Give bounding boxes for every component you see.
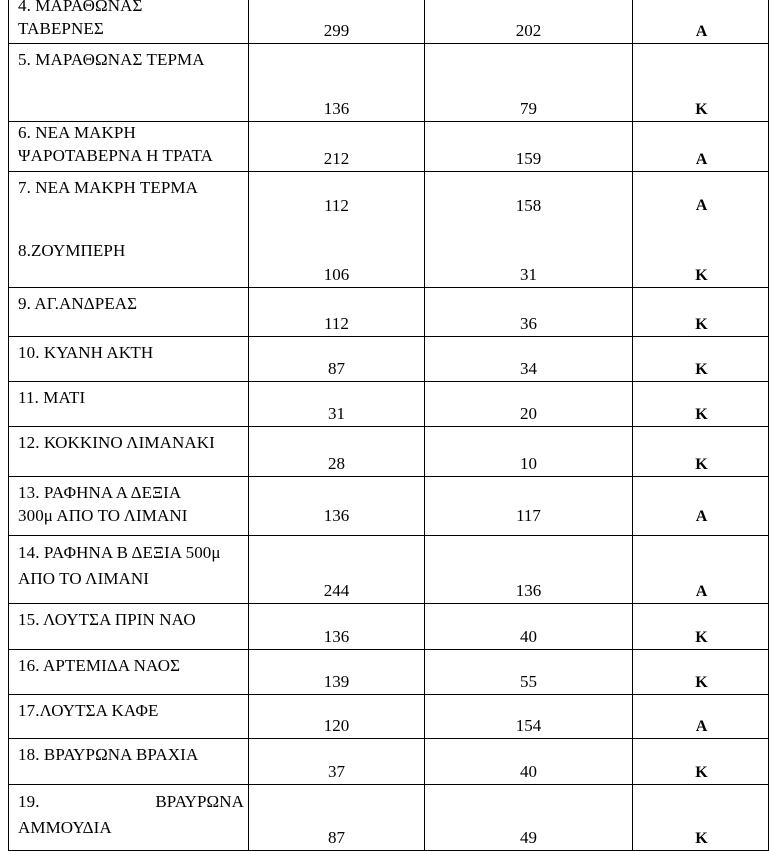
category: Κ [695,316,708,333]
value-1: 299 [323,21,350,40]
value-1: 139 [323,672,350,691]
value-2: 79 [520,99,537,118]
table-row [8,427,769,477]
table-row [8,604,769,650]
location-name: 13. ΡΑΦΗΝΑ Α ΔΕΞΙΑ 300μ ΑΠΟ ΤΟ ΛΙΜΑΝΙ [18,483,188,525]
table-row [8,288,769,337]
value-2: 20 [520,404,537,423]
category: Α [695,151,708,168]
value-1: 37 [328,762,345,781]
location-name: 8.ΖΟΥΜΠΕΡΗ [18,241,126,260]
value-2: 49 [520,828,537,847]
value-1: 212 [323,149,350,168]
value-2: 159 [515,149,542,168]
category: Α [695,508,708,525]
category: Κ [695,406,708,423]
category: Α [695,718,708,735]
value-2: 31 [520,265,537,284]
table-row [8,0,769,44]
value-1: 87 [328,359,345,378]
table-row [8,695,769,739]
value-2: 202 [515,21,542,40]
category: Α [695,583,708,600]
location-name: 9. ΑΓ.ΑΝΔΡΕΑΣ [18,294,138,313]
location-name: 19. ΒΡΑΥΡΩΝΑ ΑΜΜΟΥΔΙΑ [18,792,244,837]
location-name: 15. ΛΟΥΤΣΑ ΠΡΙΝ ΝΑΟ [18,610,196,629]
value-2: 158 [515,196,542,215]
value-2: 10 [520,454,537,473]
table-row [8,382,769,427]
value-1: 112 [324,196,349,215]
category: Κ [695,267,708,284]
category: Κ [695,764,708,781]
value-1: 28 [328,454,345,473]
location-name: 17.ΛΟΥΤΣΑ ΚΑΦΕ [18,701,159,720]
value-1: 87 [328,828,345,847]
table-row [8,477,769,536]
category: Κ [695,456,708,473]
value-1: 136 [323,627,350,646]
category: Κ [695,361,708,378]
location-name: 11. ΜΑΤΙ [18,388,86,407]
value-1: 106 [323,265,350,284]
category: Α [695,197,708,214]
location-name: 10. ΚΥΑΝΗ ΑΚΤΗ [18,343,154,362]
value-1: 136 [323,506,350,525]
value-2: 136 [515,581,542,600]
table-row [8,44,769,122]
location-name: 4. ΜΑΡΑΘΩΝΑΣ ΤΑΒΕΡΝΕΣ [18,0,143,38]
value-2: 40 [520,762,537,781]
value-1: 136 [323,99,350,118]
location-name: 16. ΑΡΤΕΜΙΔΑ ΝΑΟΣ [18,656,181,675]
category: Κ [695,101,708,118]
location-name: 5. ΜΑΡΑΘΩΝΑΣ ΤΕΡΜΑ [18,50,205,69]
table-row [8,739,769,785]
value-2: 55 [520,672,537,691]
value-1: 244 [323,581,350,600]
value-2: 154 [515,716,542,735]
value-2: 36 [520,314,537,333]
location-name: 7. ΝΕΑ ΜΑΚΡΗ ΤΕΡΜΑ [18,178,199,197]
value-1: 120 [323,716,350,735]
value-1: 31 [328,404,345,423]
table-row [8,172,769,288]
location-name: 14. ΡΑΦΗΝΑ Β ΔΕΞΙΑ 500μ ΑΠΟ ΤΟ ΛΙΜΑΝΙ [18,543,221,588]
category: Κ [695,629,708,646]
category: Κ [695,674,708,691]
category: Α [695,23,708,40]
value-2: 40 [520,627,537,646]
table-row [8,536,769,604]
location-name: 6. ΝΕΑ ΜΑΚΡΗ ΨΑΡΟΤΑΒΕΡΝΑ Η ΤΡΑΤΑ [18,123,214,165]
table-row [8,785,769,851]
value-1: 112 [324,314,349,333]
location-name: 18. ΒΡΑΥΡΩΝΑ ΒΡΑΧΙΑ [18,745,199,764]
table-row [8,122,769,172]
table-row [8,650,769,695]
location-name: 12. ΚΟΚΚΙΝΟ ΛΙΜΑΝΑΚΙ [18,433,215,452]
value-2: 117 [516,506,541,525]
table-row [8,337,769,382]
value-2: 34 [520,359,537,378]
category: Κ [695,830,708,847]
